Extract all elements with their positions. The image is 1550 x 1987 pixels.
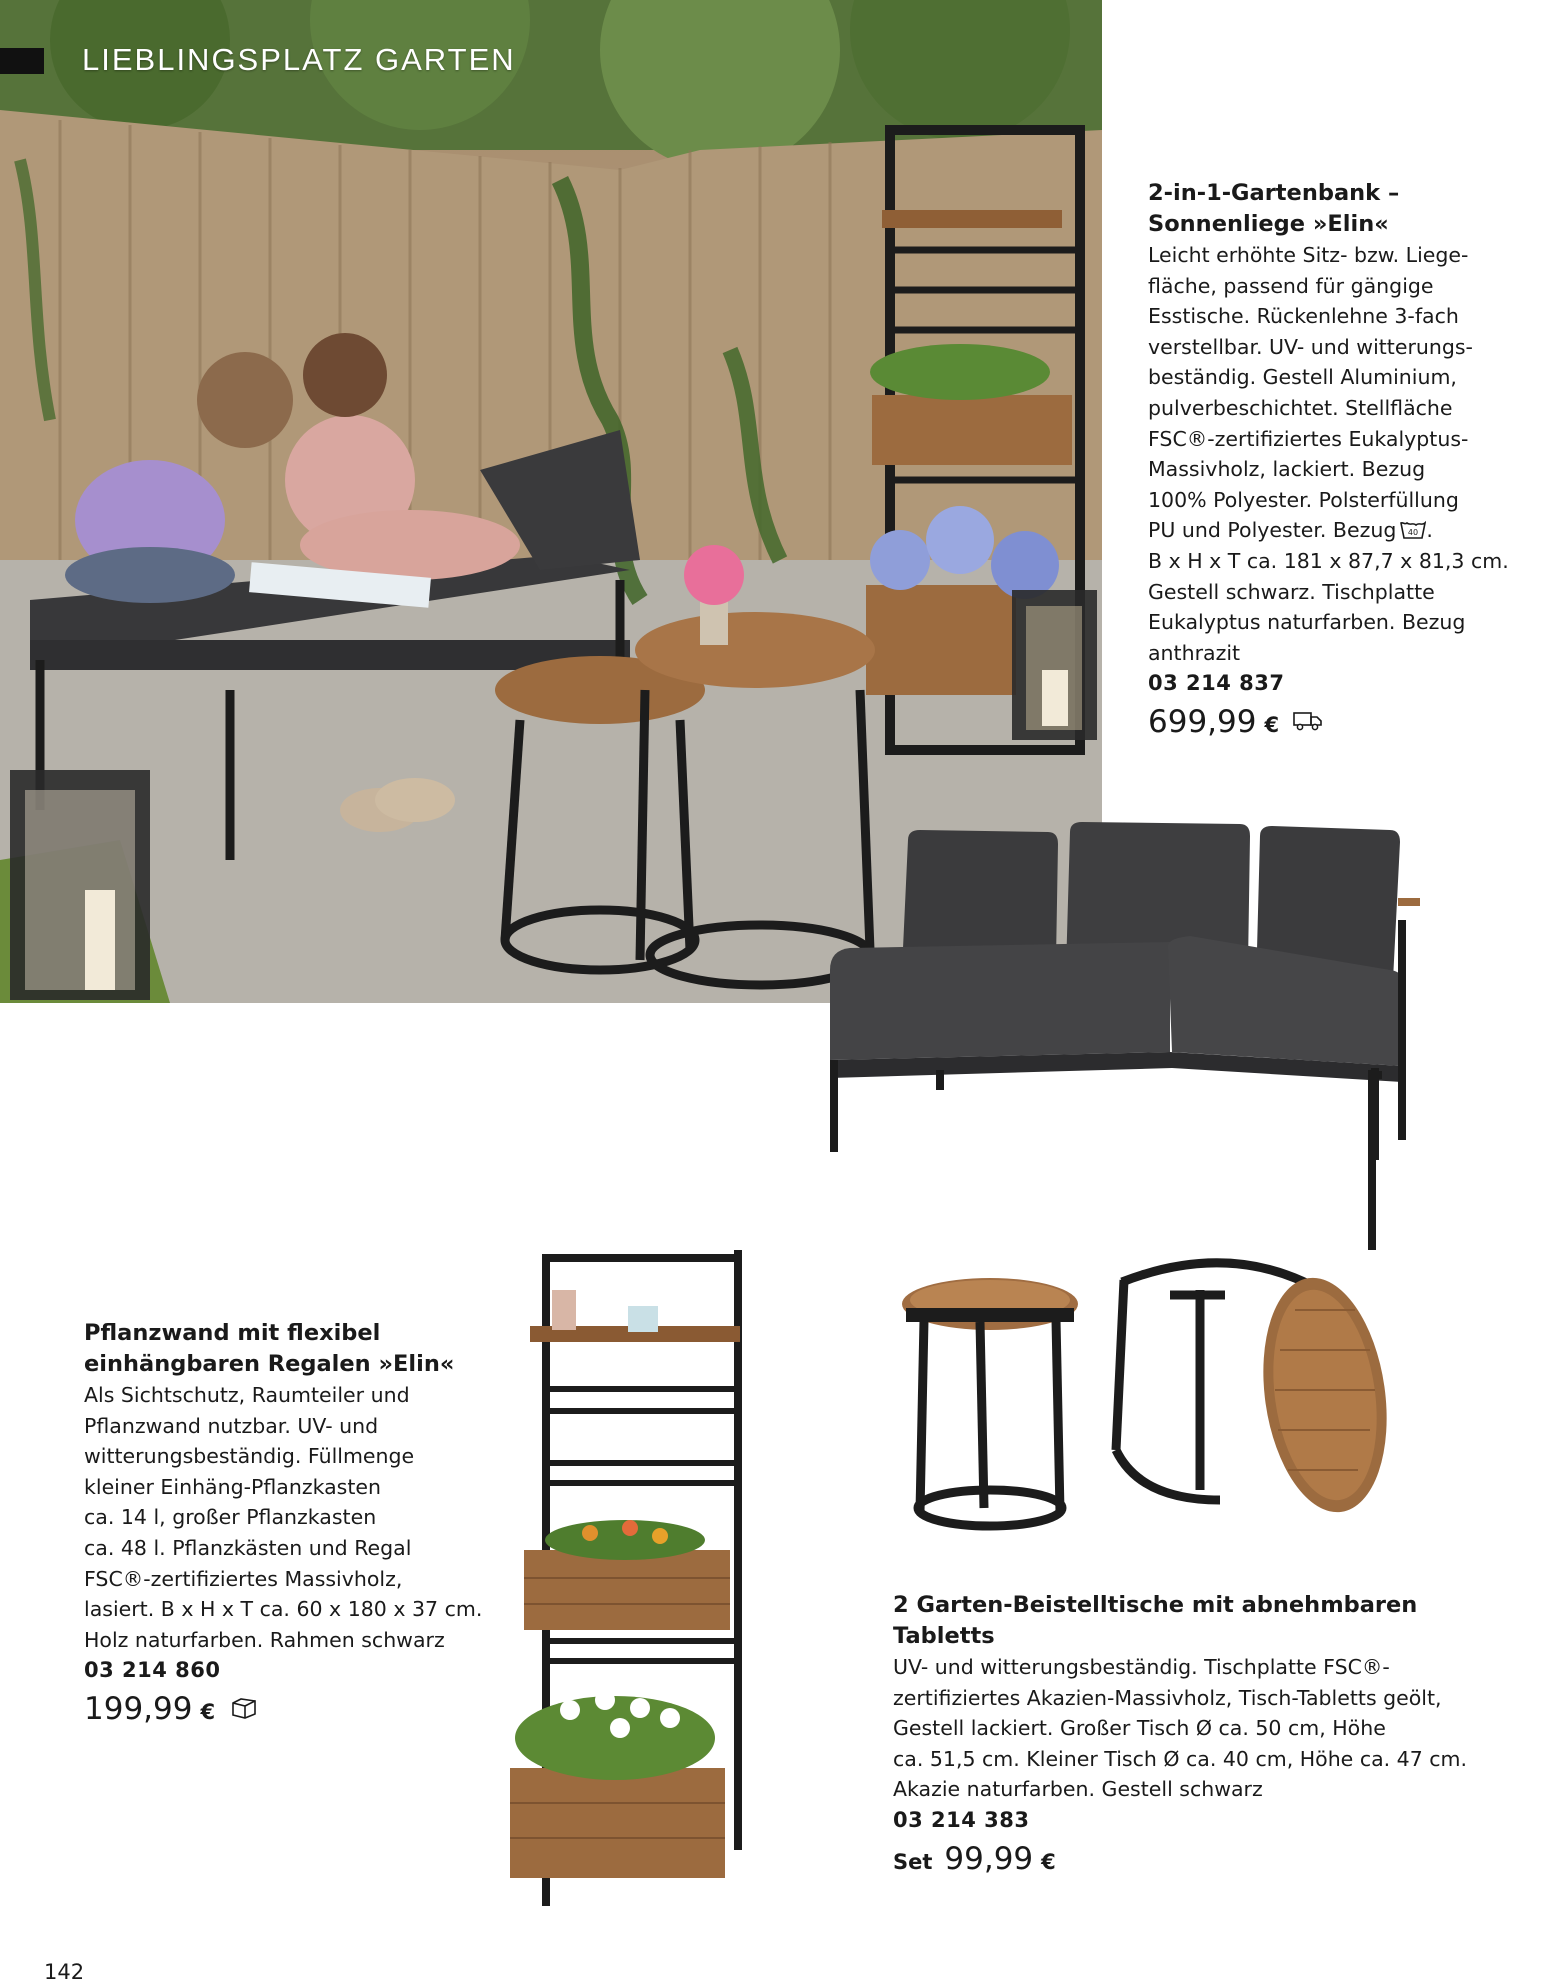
product-description xyxy=(893,1652,1533,1805)
description-line: B x H x T ca. 181 x 87,7 x 81,3 cm. xyxy=(1148,548,1509,573)
description-line: anthrazit xyxy=(1148,640,1241,665)
description-line: Akazie naturfarben. Gestell schwarz xyxy=(893,1777,1263,1802)
description-line: Leicht erhöhte Sitz- bzw. Liege- xyxy=(1148,243,1469,267)
title-line: 2-in-1-Gartenbank – xyxy=(1148,180,1400,206)
description-line: witterungsbeständig. Füllmenge xyxy=(84,1444,415,1469)
description-line: Gestell schwarz. Tischplatte xyxy=(1148,579,1435,604)
description-line: ca. 51,5 cm. Kleiner Tisch Ø ca. 40 cm, Höhe ca. 47 cm. xyxy=(893,1746,1468,1771)
description-text: PU und Polyester. Bezug xyxy=(1148,518,1397,543)
description-line: ca. 48 l. Pflanzkästen und Regal xyxy=(84,1535,412,1560)
title-line: Pflanzwand mit flexibel xyxy=(84,1320,381,1346)
price: 99,99 xyxy=(944,1840,1034,1877)
price: 699,99 xyxy=(1148,704,1257,741)
page-number: 142 xyxy=(44,1960,85,1984)
description-line: Holz naturfarben. Rahmen schwarz xyxy=(84,1627,445,1652)
price-row xyxy=(1148,704,1538,740)
set-label: Set xyxy=(893,1849,933,1874)
currency: € xyxy=(1041,1849,1056,1874)
article-number: 03 214 383 xyxy=(893,1807,1030,1832)
description-line: PU und Polyester. Bezug 40 . xyxy=(1148,518,1433,543)
description-line: FSC®-zertifiziertes Eukalyptus- xyxy=(1148,426,1469,451)
title-line: 2 Garten-Beistelltische mit abnehmbaren xyxy=(893,1592,1418,1618)
description-line: verstellbar. UV- und witterungs- xyxy=(1148,334,1473,359)
article-number: 03 214 837 xyxy=(1148,671,1285,696)
description-line: Gestell lackiert. Großer Tisch Ø ca. 50 cm, Höhe xyxy=(893,1716,1386,1741)
description-line: FSC®-zertifiziertes Massivholz, xyxy=(84,1566,403,1591)
description-line: Als Sichtschutz, Raumteiler und xyxy=(84,1383,410,1407)
description-line: kleiner Einhäng-Pflanzkasten xyxy=(84,1474,382,1499)
description-line: UV- und witterungsbeständig. Tischplatte FSC®- xyxy=(893,1655,1390,1679)
description-line: lasiert. B x H x T ca. 60 x 180 x 37 cm. xyxy=(84,1597,483,1622)
wash-temperature-label: 40 xyxy=(1408,528,1419,538)
lounger-sofa-image xyxy=(790,820,1490,1260)
description-line: Eukalyptus naturfarben. Bezug xyxy=(1148,610,1466,635)
price-row xyxy=(84,1691,514,1727)
price: 199,99 xyxy=(84,1691,193,1728)
product-title xyxy=(84,1318,514,1380)
product-description xyxy=(84,1380,514,1655)
product-gartenbank xyxy=(1148,178,1538,740)
article-number: 03 214 860 xyxy=(84,1658,221,1683)
description-line: Esstische. Rückenlehne 3-fach xyxy=(1148,304,1459,329)
description-line: fläche, passend für gängige xyxy=(1148,273,1434,298)
truck-icon xyxy=(1293,710,1323,732)
description-line: beständig. Gestell Aluminium, xyxy=(1148,365,1457,390)
description-line: 100% Polyester. Polsterfüllung xyxy=(1148,487,1459,512)
currency: € xyxy=(200,1700,216,1725)
product-beistelltische xyxy=(893,1590,1533,1877)
description-line: Massivholz, lackiert. Bezug xyxy=(1148,457,1426,482)
product-description xyxy=(1148,240,1538,668)
section-title: LIEBLINGSPLATZ GARTEN xyxy=(82,42,516,77)
price-row xyxy=(893,1841,1533,1877)
product-title xyxy=(893,1590,1533,1652)
title-line: Sonnenliege »Elin« xyxy=(1148,211,1389,237)
title-line: einhängbaren Regalen »Elin« xyxy=(84,1351,455,1377)
description-line: zertifiziertes Akazien-Massivholz, Tisch-Tabletts geölt, xyxy=(893,1685,1442,1710)
product-pflanzwand xyxy=(84,1318,514,1727)
description-line: ca. 14 l, großer Pflanzkasten xyxy=(84,1505,377,1530)
description-line: Pflanzwand nutzbar. UV- und xyxy=(84,1413,379,1438)
description-line: pulverbeschichtet. Stellfläche xyxy=(1148,395,1453,420)
section-bar xyxy=(0,48,44,74)
parcel-icon xyxy=(229,1697,259,1719)
currency: € xyxy=(1264,713,1280,738)
plant-wall-image xyxy=(510,1248,750,1918)
side-tables-image xyxy=(900,1250,1420,1540)
product-title xyxy=(1148,178,1538,240)
title-line: Tabletts xyxy=(893,1623,995,1649)
wash-40-icon xyxy=(1400,518,1426,538)
